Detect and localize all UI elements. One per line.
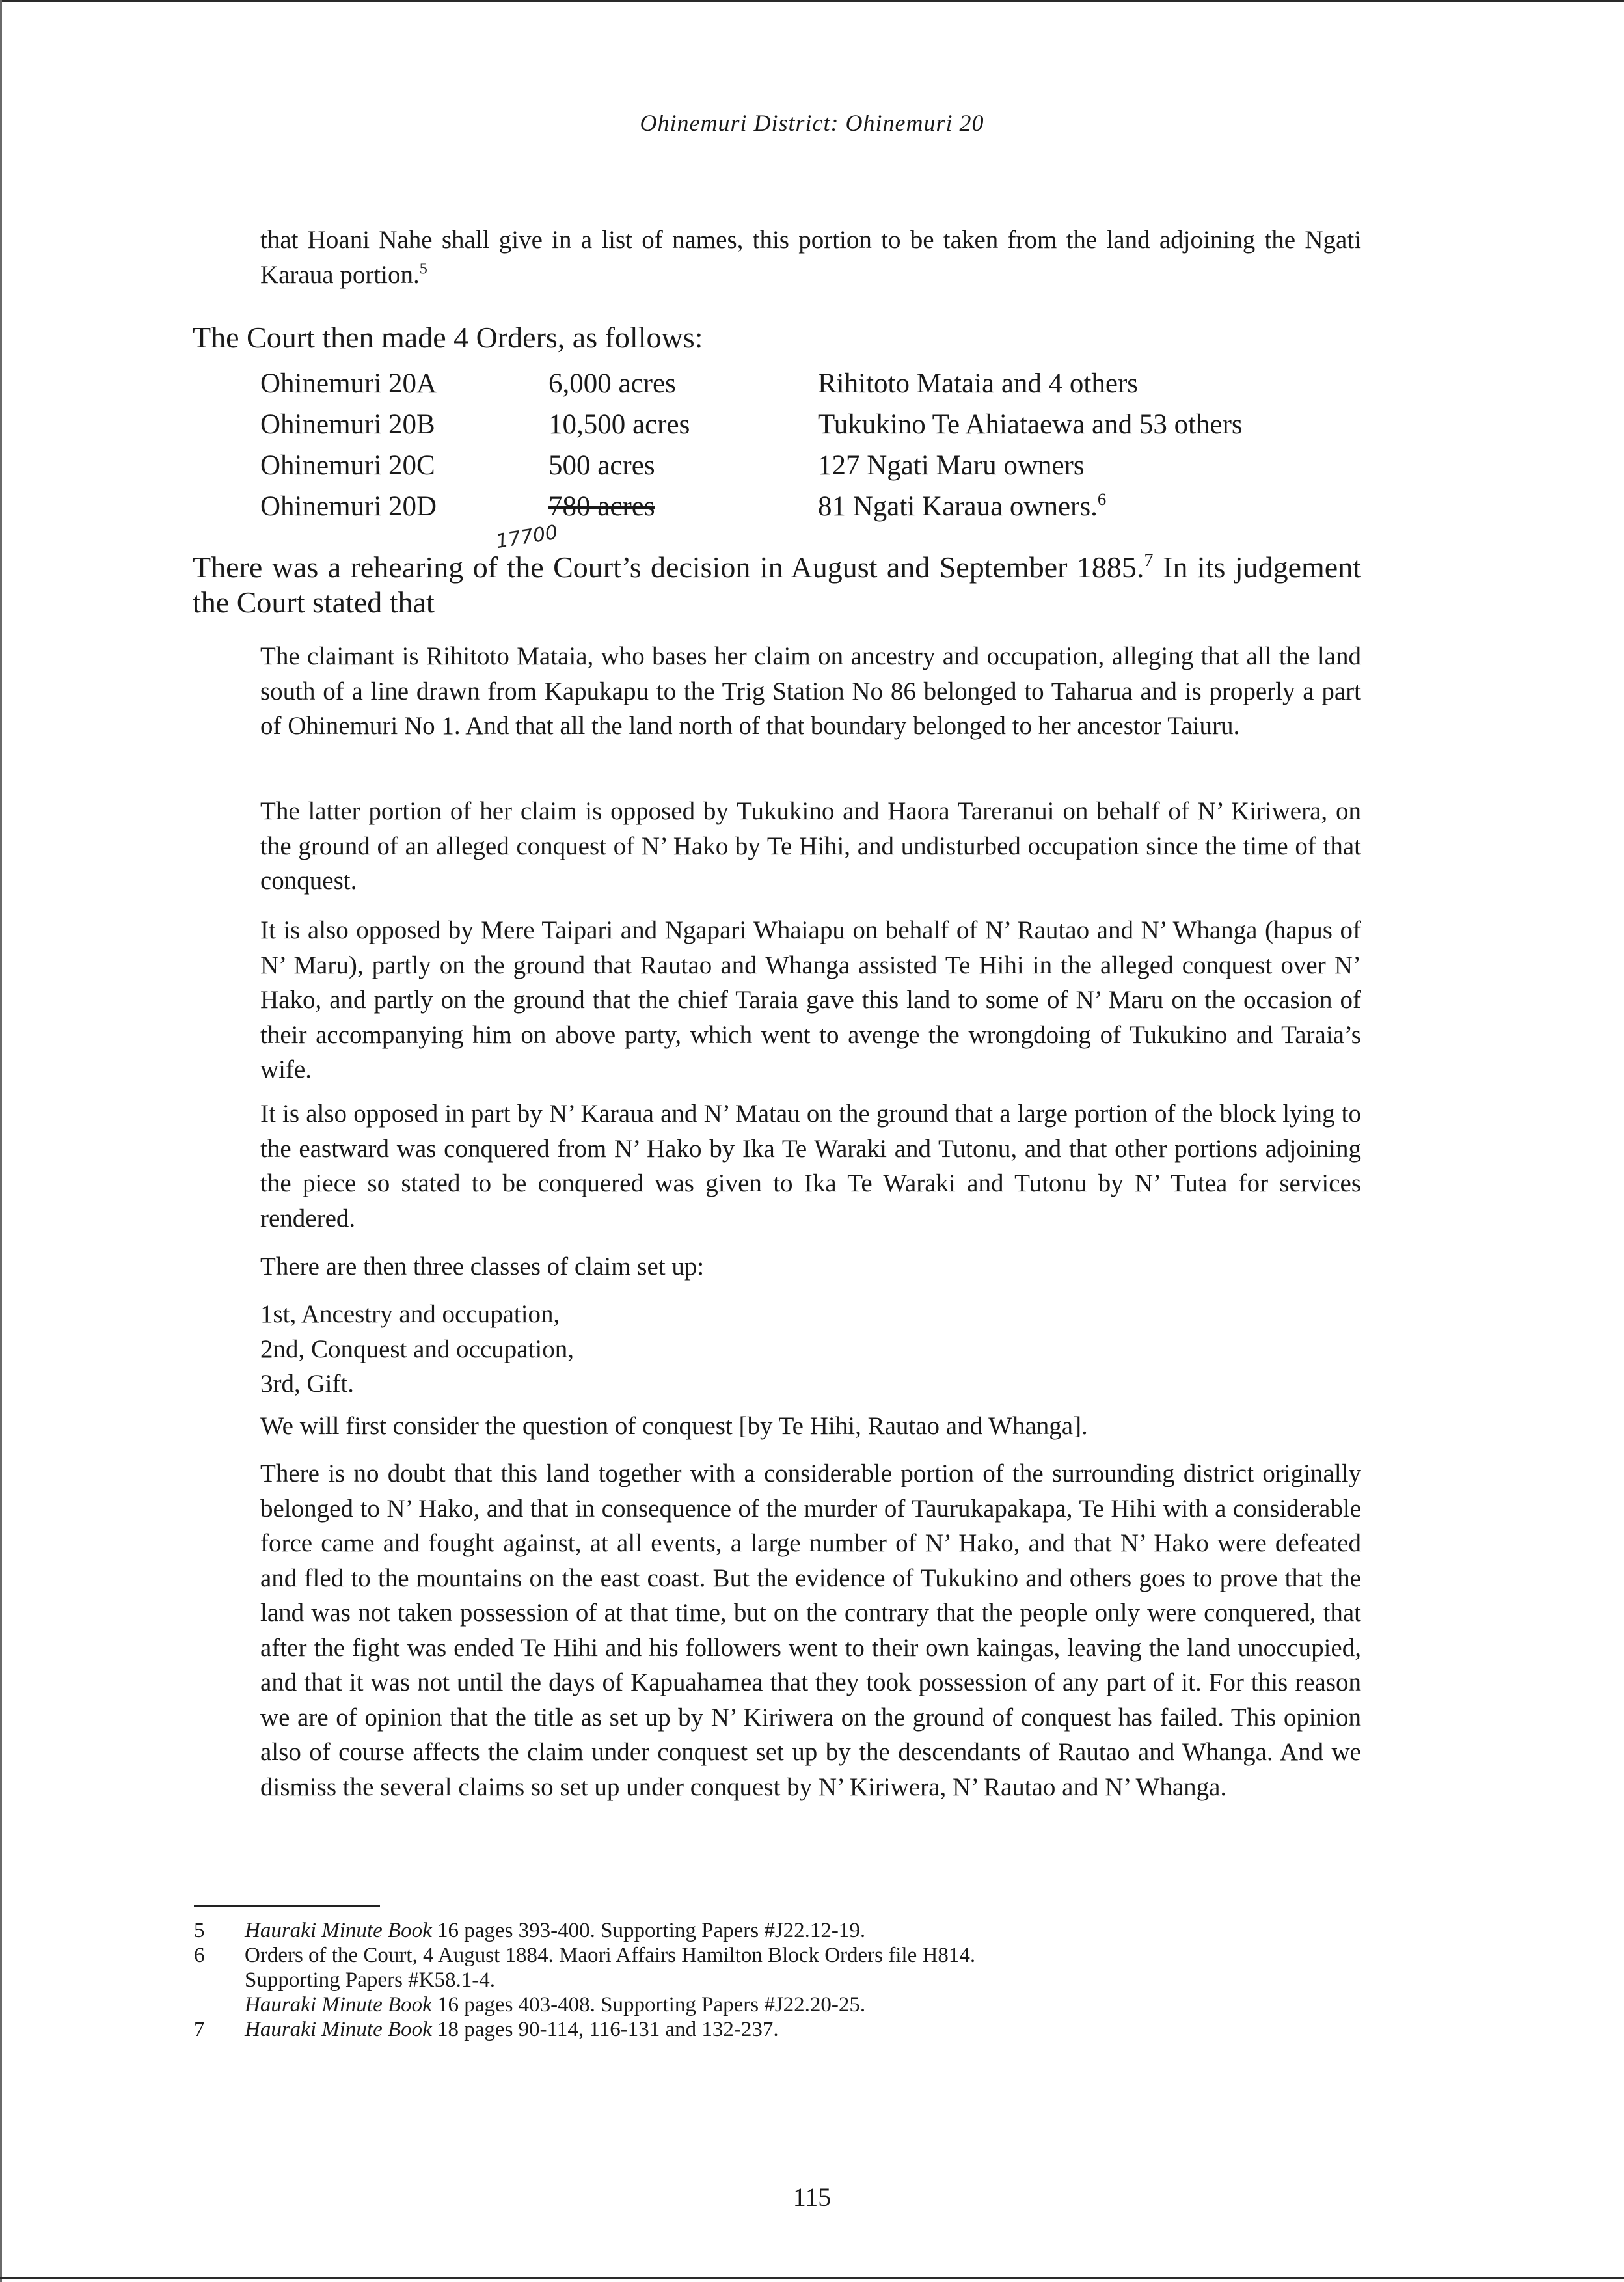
footnote (194, 2017, 1365, 2042)
order-acres: 10,500 acres (548, 409, 690, 440)
order-row (260, 450, 1366, 491)
footnote-number: 6 (194, 1944, 205, 1967)
orders-table (260, 368, 1366, 532)
judgement-paragraph: It is also opposed by Mere Taipari and Ngapari Whaiapu on behalf of N’ Rautao and N’ Whanga (hapus of N’ Maru), partly on the ground that Rautao and Whanga assisted Te Hihi in the alleged conquest over N’ Hako, and partly on the ground that the chief Taraia gave this land to some of N’ Maru on the occasion of their accompanying him on above party, which went to avenge the wrongdoing of Tukukino and Taraia’s wife. (260, 916, 1361, 1083)
order-acres: 6,000 acres (548, 368, 676, 399)
claim-class-item: 2nd, Conquest and occupation, (260, 1335, 574, 1363)
page-number: 115 (792, 2182, 832, 2212)
footnote-line: Hauraki Minute Book 18 pages 90-114, 116-131 and 132-237. (245, 2018, 779, 2041)
footnote (194, 1943, 1365, 2017)
order-owners: 127 Ngati Maru owners (818, 450, 1085, 481)
order-acres-struck: 780 acres (548, 491, 655, 522)
order-name: Ohinemuri 20D (260, 491, 437, 522)
footnote-ref: 6 (1097, 489, 1107, 509)
footnote-ref: 7 (1144, 550, 1154, 571)
claim-class-item: 1st, Ancestry and occupation, (260, 1300, 560, 1328)
running-head: Ohinemuri District: Ohinemuri 20 (640, 110, 984, 136)
footnote-line: Orders of the Court, 4 August 1884. Maori Affairs Hamilton Block Orders file H814. (245, 1944, 976, 1967)
footnote (194, 1918, 1365, 1943)
conquest-intro: We will first consider the question of conquest [by Te Hihi, Rautao and Whanga]. (260, 1412, 1088, 1440)
order-acres: 500 acres (548, 450, 655, 481)
orders-intro: The Court then made 4 Orders, as follows: (193, 321, 703, 354)
scan-edge-bottom (0, 2277, 1624, 2279)
handwritten-annotation: 17700 (494, 521, 560, 554)
order-row (260, 491, 1366, 532)
footnotes (194, 1918, 1365, 2042)
order-owners: Tukukino Te Ahiataewa and 53 others (818, 409, 1243, 440)
order-name: Ohinemuri 20A (260, 368, 437, 399)
order-name: Ohinemuri 20C (260, 450, 435, 481)
order-row (260, 409, 1366, 450)
order-owners: 81 Ngati Karaua owners.$^6$ (818, 489, 1107, 522)
quote-top-text: that Hoani Nahe shall give in a list of names, this portion to be taken from the land adjoining the Ngati Karaua portion. (260, 226, 1361, 289)
footnote-line: Supporting Papers #K58.1-4. (245, 1968, 495, 1992)
quote-top (260, 223, 1361, 292)
footnote-rule (194, 1905, 380, 1907)
footnote-number: 7 (194, 2018, 205, 2041)
claim-class-item: 3rd, Gift. (260, 1370, 355, 1398)
claim-classes-list (260, 1297, 1361, 1402)
order-row (260, 368, 1366, 409)
scan-edge-top (0, 0, 1624, 2)
conquest-paragraph: There is no doubt that this land together with a considerable portion of the surrounding district originally belonged to N’ Hako, and that in consequence of the murder of Taurukapakapa, Te Hihi with a considerable force came and fought against, at all events, a large number of N’ Hako, and that N’ Hako were defeated and fled to the mountains on the east coast. But the evidence of Tukukino and others goes to prove that the land was not taken possession of at that time, but on the contrary that the people only were conquered, that after the fight was ended Te Hihi and his followers went to their own kaingas, leaving the land unoccupied, and that it was not until the days of Kapuahamea that they took possession of any part of it. For this reason we are of opinion that the title as set up by N’ Kiriwera on the ground of conquest has failed. This opinion also of course affects the claim under conquest set up by the descendants of Rautao and Whanga. And we dismiss the several claims so set up under conquest by N’ Kiriwera, N’ Rautao and N’ Whanga. (260, 1460, 1361, 1801)
footnote-line: Hauraki Minute Book 16 pages 403-408. Supporting Papers #J22.20-25. (245, 1993, 866, 2017)
footnote-number: 5 (194, 1919, 205, 1942)
judgement-paragraph: The latter portion of her claim is opposed by Tukukino and Haora Tareranui on behalf of N’ Kiriwera, on the ground of an alleged conquest of N’ Hako by Te Hihi, and undisturbed occupation since the time of that conquest. (260, 797, 1361, 895)
judgement-paragraph: The claimant is Rihitoto Mataia, who bases her claim on ancestry and occupation, alleging that all the land south of a line drawn from Kapukapu to the Trig Station No 86 belonged to Taharua and is properly a part of Ohinemuri No 1. And that all the land north of that boundary belonged to her ancestor Taiuru. (260, 642, 1361, 740)
order-name: Ohinemuri 20B (260, 409, 435, 440)
judgement-paragraph: It is also opposed in part by N’ Karaua and N’ Matau on the ground that a large portion of the block lying to the eastward was conquered from N’ Hako by Ika Te Waraki and Tutonu, and that other portions adjoining the piece so stated to be conquered was given to Ika Te Waraki and Tutonu by N’ Tutea for services rendered. (260, 1100, 1361, 1232)
judgement-paragraph: There are then three classes of claim set up: (260, 1253, 705, 1281)
rehearing-tail: In its judgement the Court stated that (193, 550, 1362, 619)
rehearing-paragraph (193, 550, 1361, 620)
order-owners: Rihitoto Mataia and 4 others (818, 368, 1139, 399)
rehearing-text: There was a rehearing of the Court’s decision in August and September 1885. (193, 550, 1144, 584)
scan-edge-left (0, 0, 2, 2282)
footnote-ref: 5 (419, 260, 427, 277)
footnote-line: Hauraki Minute Book 16 pages 393-400. Supporting Papers #J22.12-19. (245, 1919, 866, 1942)
